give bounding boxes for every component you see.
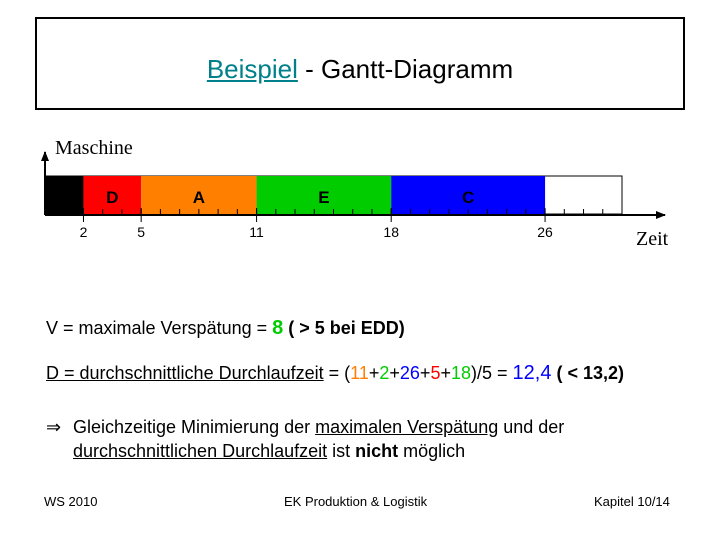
tick-label: 11 xyxy=(249,224,264,240)
footer-left: WS 2010 xyxy=(44,494,98,509)
plus-sign: + xyxy=(440,363,451,383)
max-delay-label: V = maximale Verspätung = xyxy=(46,318,273,338)
tick-label: 2 xyxy=(79,224,88,240)
avg-time-comment: ( < 13,2) xyxy=(551,363,625,383)
tick-label: 5 xyxy=(137,224,146,240)
conclusion-underline-2: durchschnittlichen Durchlaufzeit xyxy=(73,441,328,461)
y-axis-label: Maschine xyxy=(55,137,133,159)
gantt-bar-label-d: D xyxy=(106,188,119,207)
sum-term: 5 xyxy=(430,363,441,383)
avg-time-result: 12,4 xyxy=(512,362,552,384)
gantt-chart xyxy=(0,0,720,260)
tick-label: 26 xyxy=(537,224,553,240)
gantt-bar-label-a: A xyxy=(192,188,206,207)
implies-icon: ⇒ xyxy=(46,417,62,437)
conclusion-text-2: und der xyxy=(498,417,565,437)
conclusion-underline-1: maximalen Verspätung xyxy=(315,417,499,437)
avg-time-eq: = ( xyxy=(323,363,351,383)
plus-sign: + xyxy=(419,363,431,383)
avg-time-tail: )/5 = xyxy=(471,363,513,383)
conclusion-text-1: Gleichzeitige Minimierung der xyxy=(73,417,316,437)
max-delay-value: 8 xyxy=(272,317,284,339)
avg-time-terms xyxy=(350,363,471,383)
avg-time-label: D = durchschnittliche Durchlaufzeit xyxy=(46,363,324,383)
gantt-bar-label-b: B xyxy=(58,188,71,207)
x-axis-label: Zeit xyxy=(636,228,669,250)
conclusion-text-3: ist xyxy=(327,441,356,461)
footer-center: EK Produktion & Logistik xyxy=(284,494,428,509)
sum-term: 26 xyxy=(399,363,420,383)
title-rest: - Gantt-Diagramm xyxy=(297,54,514,84)
conclusion-bold: nicht xyxy=(355,441,399,461)
conclusion-text-4: möglich xyxy=(398,441,466,461)
avg-time-line xyxy=(46,362,624,385)
conclusion xyxy=(46,415,564,463)
gantt-bar-label-e: E xyxy=(318,188,330,207)
plus-sign: + xyxy=(368,363,380,383)
sum-term: 11 xyxy=(350,363,369,383)
footer-right: Kapitel 10/14 xyxy=(594,494,670,509)
tick-label: 18 xyxy=(383,224,399,240)
sum-term: 18 xyxy=(450,363,471,383)
plus-sign: + xyxy=(389,363,400,383)
max-delay-line xyxy=(46,317,405,340)
sum-term: 2 xyxy=(379,363,390,383)
max-delay-comment: ( > 5 bei EDD) xyxy=(283,318,405,338)
title-link[interactable]: Beispiel xyxy=(206,54,298,84)
gantt-bar-label-c: C xyxy=(461,188,475,207)
